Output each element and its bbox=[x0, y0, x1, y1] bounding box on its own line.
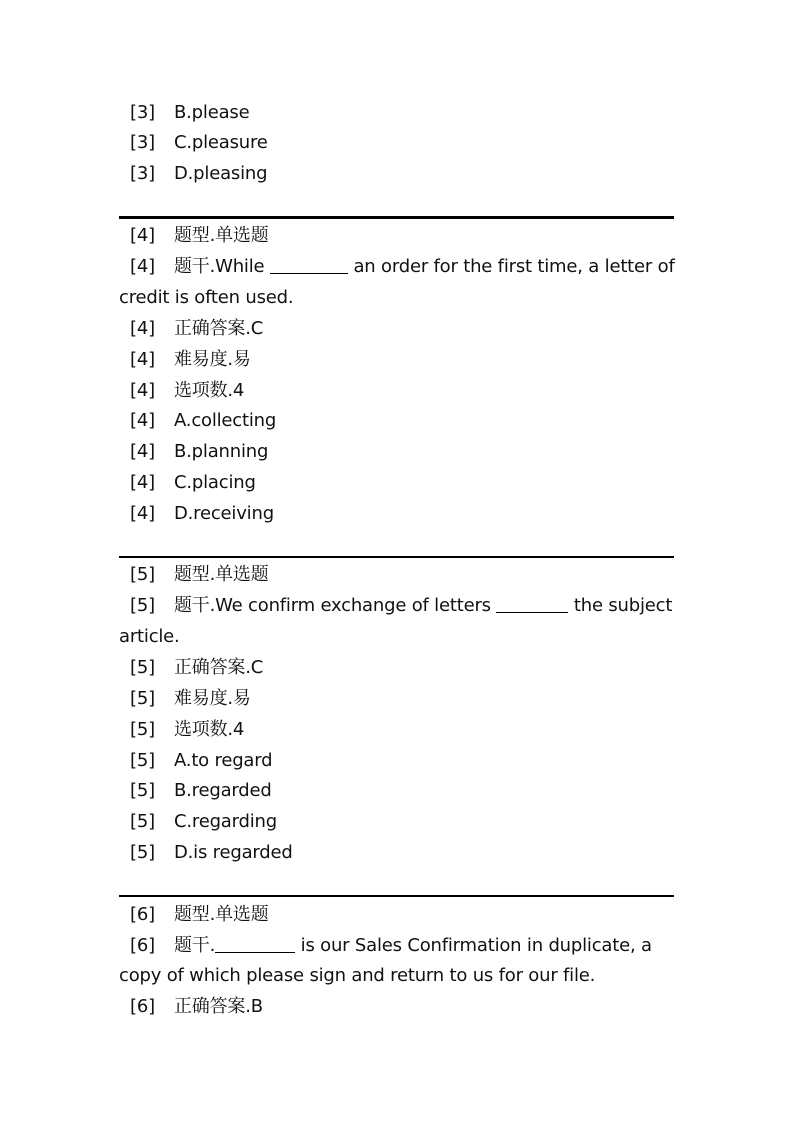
q4-option-c: [4] C.placing bbox=[130, 472, 256, 493]
q4-blank bbox=[270, 255, 348, 274]
q5-blank bbox=[496, 594, 568, 613]
q5-option-a: [5] A.to regard bbox=[130, 750, 273, 771]
q3-option-c: [3] C.pleasure bbox=[130, 132, 268, 153]
q4-stem-continued: credit is often used. bbox=[119, 287, 294, 308]
q5-stem-continued: article. bbox=[119, 626, 180, 647]
q5-option-count: [5] 选项数.4 bbox=[130, 719, 245, 740]
q6-stem-continued: copy of which please sign and return to us for our file. bbox=[119, 965, 596, 986]
q5-difficulty: [5] 难易度.易 bbox=[130, 688, 251, 709]
q4-option-count: [4] 选项数.4 bbox=[130, 380, 245, 401]
q6-stem: [6] 题干. is our Sales Confirmation in duplicate, a bbox=[130, 935, 652, 956]
q5-type: [5] 题型.单选题 bbox=[130, 564, 269, 585]
q4-type: [4] 题型.单选题 bbox=[130, 225, 269, 246]
q5-option-c: [5] C.regarding bbox=[130, 811, 277, 832]
q5-stem: [5] 题干.We confirm exchange of letters the subject bbox=[130, 595, 673, 616]
q4-difficulty: [4] 难易度.易 bbox=[130, 349, 251, 370]
q6-type: [6] 题型.单选题 bbox=[130, 904, 269, 925]
q5-option-d: [5] D.is regarded bbox=[130, 842, 293, 863]
q5-option-b: [5] B.regarded bbox=[130, 780, 272, 801]
question-divider bbox=[119, 556, 674, 558]
q5-answer: [5] 正确答案.C bbox=[130, 657, 264, 678]
q4-stem: [4] 题干.While an order for the first time, a letter of bbox=[130, 256, 675, 277]
q4-answer: [4] 正确答案.C bbox=[130, 318, 264, 339]
question-divider bbox=[119, 895, 674, 897]
q3-option-b: [3] B.please bbox=[130, 102, 250, 123]
q4-option-b: [4] B.planning bbox=[130, 441, 269, 462]
q4-option-d: [4] D.receiving bbox=[130, 503, 274, 524]
question-divider bbox=[119, 216, 674, 219]
q6-answer: [6] 正确答案.B bbox=[130, 996, 263, 1017]
q4-option-a: [4] A.collecting bbox=[130, 410, 277, 431]
q6-blank bbox=[215, 934, 295, 953]
q3-option-d: [3] D.pleasing bbox=[130, 163, 268, 184]
